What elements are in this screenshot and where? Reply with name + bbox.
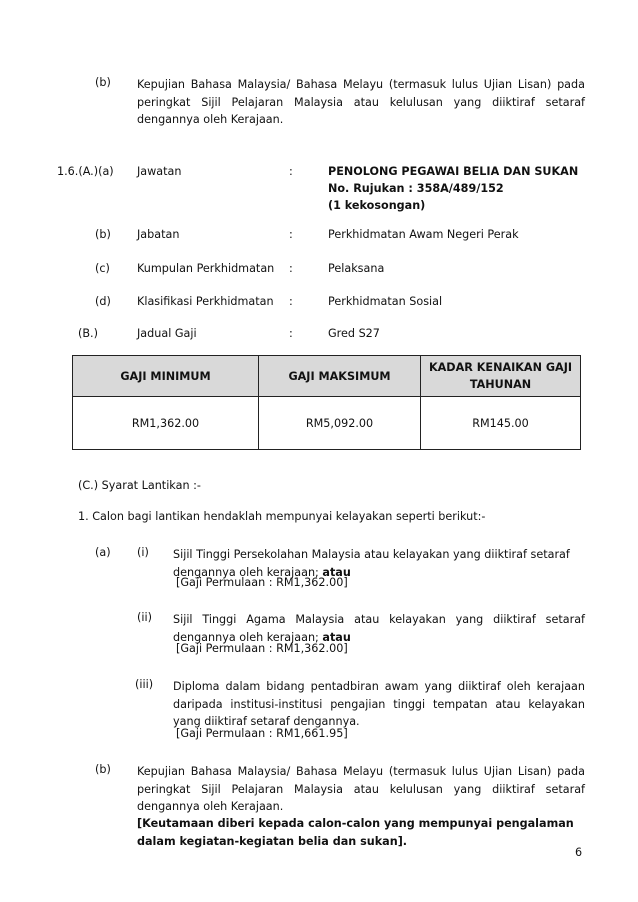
row-kumpulan-colon: : <box>289 262 293 275</box>
item-i-gaji: [Gaji Permulaan : RM1,362.00] <box>176 576 348 589</box>
page-number: 6 <box>575 846 583 859</box>
row-jawatan-colon: : <box>289 165 293 178</box>
item-i-num: (i) <box>137 546 149 559</box>
top-item-text: Kepujian Bahasa Malaysia/ Bahasa Melayu (termasuk lulus Ujian Lisan) pada peringkat Sijil Pelajaran Malaysia atau kelulusan yang diiktiraf setaraf dengannya oleh Kerajaan. <box>137 78 585 126</box>
row-jabatan-value: Perkhidmatan Awam Negeri Perak <box>328 228 519 241</box>
job-vacancy: (1 kekosongan) <box>328 199 426 212</box>
syarat-point-1: 1. Calon bagi lantikan hendaklah mempunyai kelayakan seperti berikut:- <box>78 510 486 523</box>
job-title: PENOLONG PEGAWAI BELIA DAN SUKAN <box>328 165 579 178</box>
row-klasifikasi-colon: : <box>289 295 293 308</box>
syarat-b-note: [Keutamaan diberi kepada calon-calon yang mempunyai pengalaman dalam kegiatan-kegiatan belia dan sukan]. <box>137 817 574 848</box>
header-gaji-minimum: GAJI MINIMUM <box>73 356 259 397</box>
row-klasifikasi-label: (d) <box>95 295 111 308</box>
value-gaji-minimum: RM1,362.00 <box>73 397 259 450</box>
row-jabatan-key: Jabatan <box>137 228 180 241</box>
row-jabatan-label: (b) <box>95 228 111 241</box>
item-iii-gaji: [Gaji Permulaan : RM1,661.95] <box>176 727 348 740</box>
item-i-body: Sijil Tinggi Persekolahan Malaysia atau kelayakan yang diiktiraf setaraf dengannya oleh kerajaan; <box>173 548 570 579</box>
row-jadual-value: Gred S27 <box>328 327 380 340</box>
salary-table-value-row <box>73 397 581 450</box>
row-jadual-label: (B.) <box>78 327 98 340</box>
item-iii-num: (iii) <box>135 678 154 691</box>
row-kumpulan-label: (c) <box>95 262 110 275</box>
row-klasifikasi-key: Klasifikasi Perkhidmatan <box>137 295 274 308</box>
syarat-b-text: Kepujian Bahasa Malaysia/ Bahasa Melayu (termasuk lulus Ujian Lisan) pada peringkat Sijil Pelajaran Malaysia atau kelulusan yang diiktiraf setaraf dengannya oleh Kerajaan. <box>137 765 585 813</box>
top-item-label: (b) <box>95 76 111 89</box>
row-klasifikasi-value: Perkhidmatan Sosial <box>328 295 443 308</box>
row-jawatan-key: Jawatan <box>137 165 182 178</box>
item-ii-num: (ii) <box>137 611 152 624</box>
value-gaji-maksimum: RM5,092.00 <box>259 397 421 450</box>
syarat-a-label: (a) <box>95 546 111 559</box>
syarat-heading: (C.) Syarat Lantikan :- <box>78 479 201 492</box>
header-kadar-kenaikan: KADAR KENAIKAN GAJI TAHUNAN <box>421 356 581 397</box>
salary-table <box>72 355 581 450</box>
item-i-atau: atau <box>322 565 351 579</box>
header-gaji-maksimum: GAJI MAKSIMUM <box>259 356 421 397</box>
item-ii-gaji: [Gaji Permulaan : RM1,362.00] <box>176 642 348 655</box>
salary-table-header-row <box>73 356 581 397</box>
item-ii-atau: atau <box>322 630 351 644</box>
row-jadual-key: Jadual Gaji <box>137 327 197 340</box>
section-number: 1.6.(A.)(a) <box>57 165 114 178</box>
row-kumpulan-key: Kumpulan Perkhidmatan <box>137 262 275 275</box>
job-reference: No. Rujukan : 358A/489/152 <box>328 182 504 195</box>
syarat-b-label: (b) <box>95 763 111 776</box>
row-kumpulan-value: Pelaksana <box>328 262 385 275</box>
item-ii-body: Sijil Tinggi Agama Malaysia atau kelayakan yang diiktiraf setaraf dengannya oleh kerajaan; <box>173 613 585 644</box>
row-jadual-colon: : <box>289 327 293 340</box>
row-jabatan-colon: : <box>289 228 293 241</box>
item-ii-text <box>173 611 585 646</box>
item-iii-text: Diploma dalam bidang pentadbiran awam yang diiktiraf oleh kerajaan daripada institusi-institusi pengajian tinggi tempatan atau kelayakan yang diiktiraf setaraf dengannya. <box>173 680 585 728</box>
value-kadar-kenaikan: RM145.00 <box>421 397 581 450</box>
